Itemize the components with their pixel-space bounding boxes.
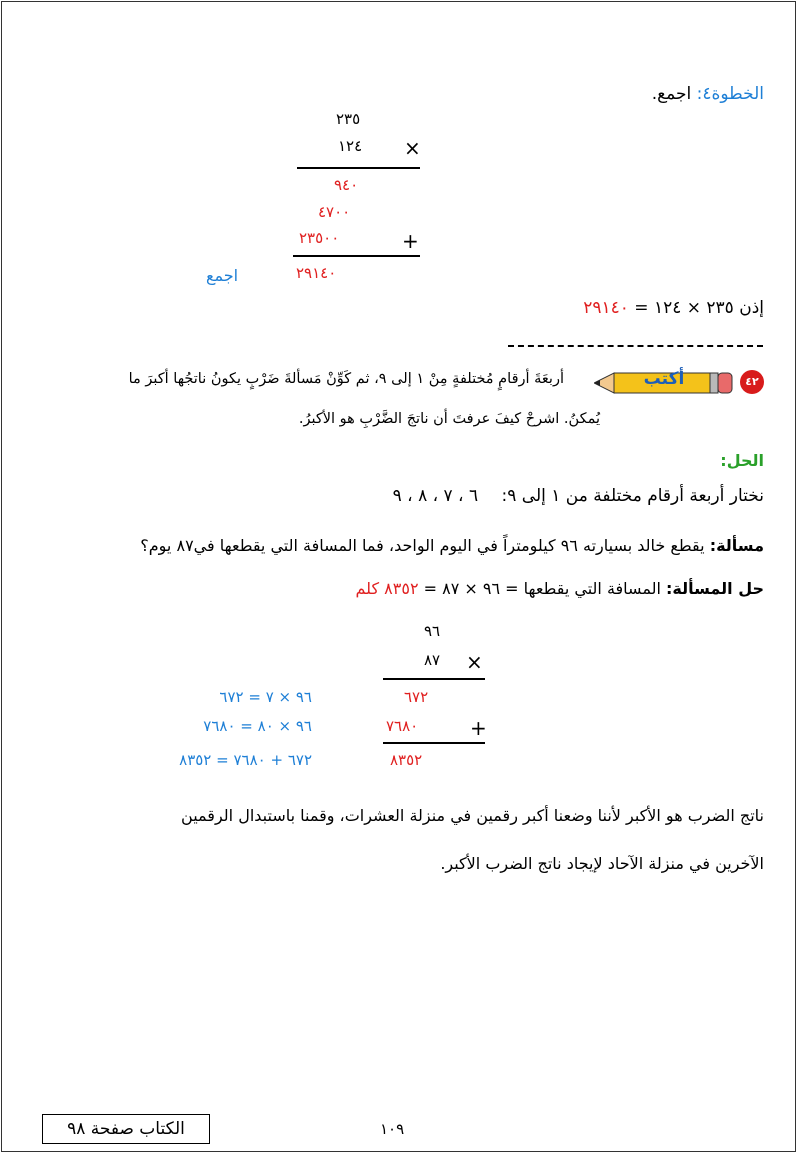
- mult1-times-sign: ×: [404, 136, 421, 160]
- mult1-rule-top: [297, 167, 420, 169]
- mult1-sum: ٢٩١٤٠: [296, 264, 337, 282]
- solution-choose-text: نختار أربعة أرقام مختلفة من ١ إلى ٩:: [501, 486, 764, 506]
- mult1-plus-sign: +: [402, 229, 419, 253]
- conclusion-result: ٢٩١٤٠: [583, 298, 629, 318]
- mult2-bottom: ٨٧: [424, 651, 441, 669]
- conclusion-prefix: إذن: [739, 298, 764, 318]
- explanation-line1: ناتج الضرب هو الأكبر لأننا وضعنا أكبر رقمين في منزلة العشرات، وقمنا باستبدال الرقمين: [181, 806, 764, 825]
- word-problem-text: يقطع خالد بسيارته ٩٦ كيلومتراً في اليوم الواحد، فما المسافة التي يقطعها في٨٧ يوم؟: [140, 536, 705, 555]
- mult2-sum: ٨٣٥٢: [390, 751, 423, 769]
- problem-number-badge: [740, 370, 764, 394]
- solution-choose-line: [393, 486, 764, 506]
- mult1-rule-bottom: [293, 255, 420, 257]
- write-badge-label: أكتب: [643, 369, 685, 389]
- mult2-top: ٩٦: [424, 622, 441, 640]
- page-border: [1, 1, 796, 1152]
- problem-text-line1: أربعَةَ أرقامٍ مُختلفةٍ مِنْ ١ إلى ٩، ثم كَوِّنْ مَسألةَ ضَرْبٍ يكونُ ناتجُها أكبرَ ما: [128, 371, 564, 387]
- mult1-partial-3: ٢٣٥٠٠: [299, 229, 340, 247]
- word-problem-label: مسألة:: [709, 536, 764, 555]
- word-solution-text: المسافة التي يقطعها = ٩٦ × ٨٧ =: [423, 579, 661, 598]
- word-solution-label: حل المسألة:: [666, 579, 764, 598]
- conclusion-expression: ٢٣٥ × ١٢٤ =: [634, 298, 734, 318]
- book-page-reference: الكتاب صفحة ٩٨: [42, 1114, 210, 1144]
- mult2-partial-2: ٧٦٨٠: [386, 717, 419, 735]
- mult2-note-2: ٩٦ × ٨٠ = ٧٦٨٠: [203, 717, 312, 735]
- mult1-top: ٢٣٥: [336, 110, 361, 128]
- mult2-note-1: ٩٦ × ٧ = ٦٧٢: [219, 688, 312, 706]
- dashed-separator: [508, 345, 763, 347]
- mult2-plus-sign: +: [470, 716, 487, 740]
- explanation-line2: الآخرين في منزلة الآحاد لإيجاد ناتج الضرب الأكبر.: [440, 854, 764, 873]
- mult1-sum-label: اجمع: [206, 266, 239, 285]
- mult2-rule-top: [383, 678, 485, 680]
- mult2-partial-1: ٦٧٢: [404, 688, 429, 706]
- problem-text-line2: يُمكنُ. اشرحْ كيفَ عرفتَ أن ناتجَ الضَّرْبِ هو الأكبرُ.: [298, 411, 600, 427]
- problem-number: ٤٢: [745, 375, 759, 388]
- step4-text: اجمع.: [651, 84, 692, 104]
- mult2-times-sign: ×: [466, 650, 483, 674]
- solution-label: الحل:: [720, 451, 764, 470]
- mult1-partial-2: ٤٧٠٠: [318, 203, 351, 221]
- word-solution-result: ٨٣٥٢ كلم: [355, 579, 419, 598]
- mult2-note-3: ٦٧٢ + ٧٦٨٠ = ٨٣٥٢: [179, 751, 312, 769]
- conclusion-line: [583, 298, 764, 318]
- word-problem-line: [140, 536, 764, 555]
- page-number: ١٠٩: [380, 1120, 405, 1138]
- word-solution-line: [356, 579, 765, 598]
- mult1-bottom: ١٢٤: [338, 137, 363, 155]
- step4-heading: [652, 84, 764, 104]
- solution-digits: ٦ ، ٧ ، ٨ ، ٩: [392, 486, 479, 506]
- step4-label: الخطوة٤:: [696, 84, 764, 104]
- mult1-partial-1: ٩٤٠: [334, 176, 359, 194]
- mult2-rule-bottom: [383, 742, 485, 744]
